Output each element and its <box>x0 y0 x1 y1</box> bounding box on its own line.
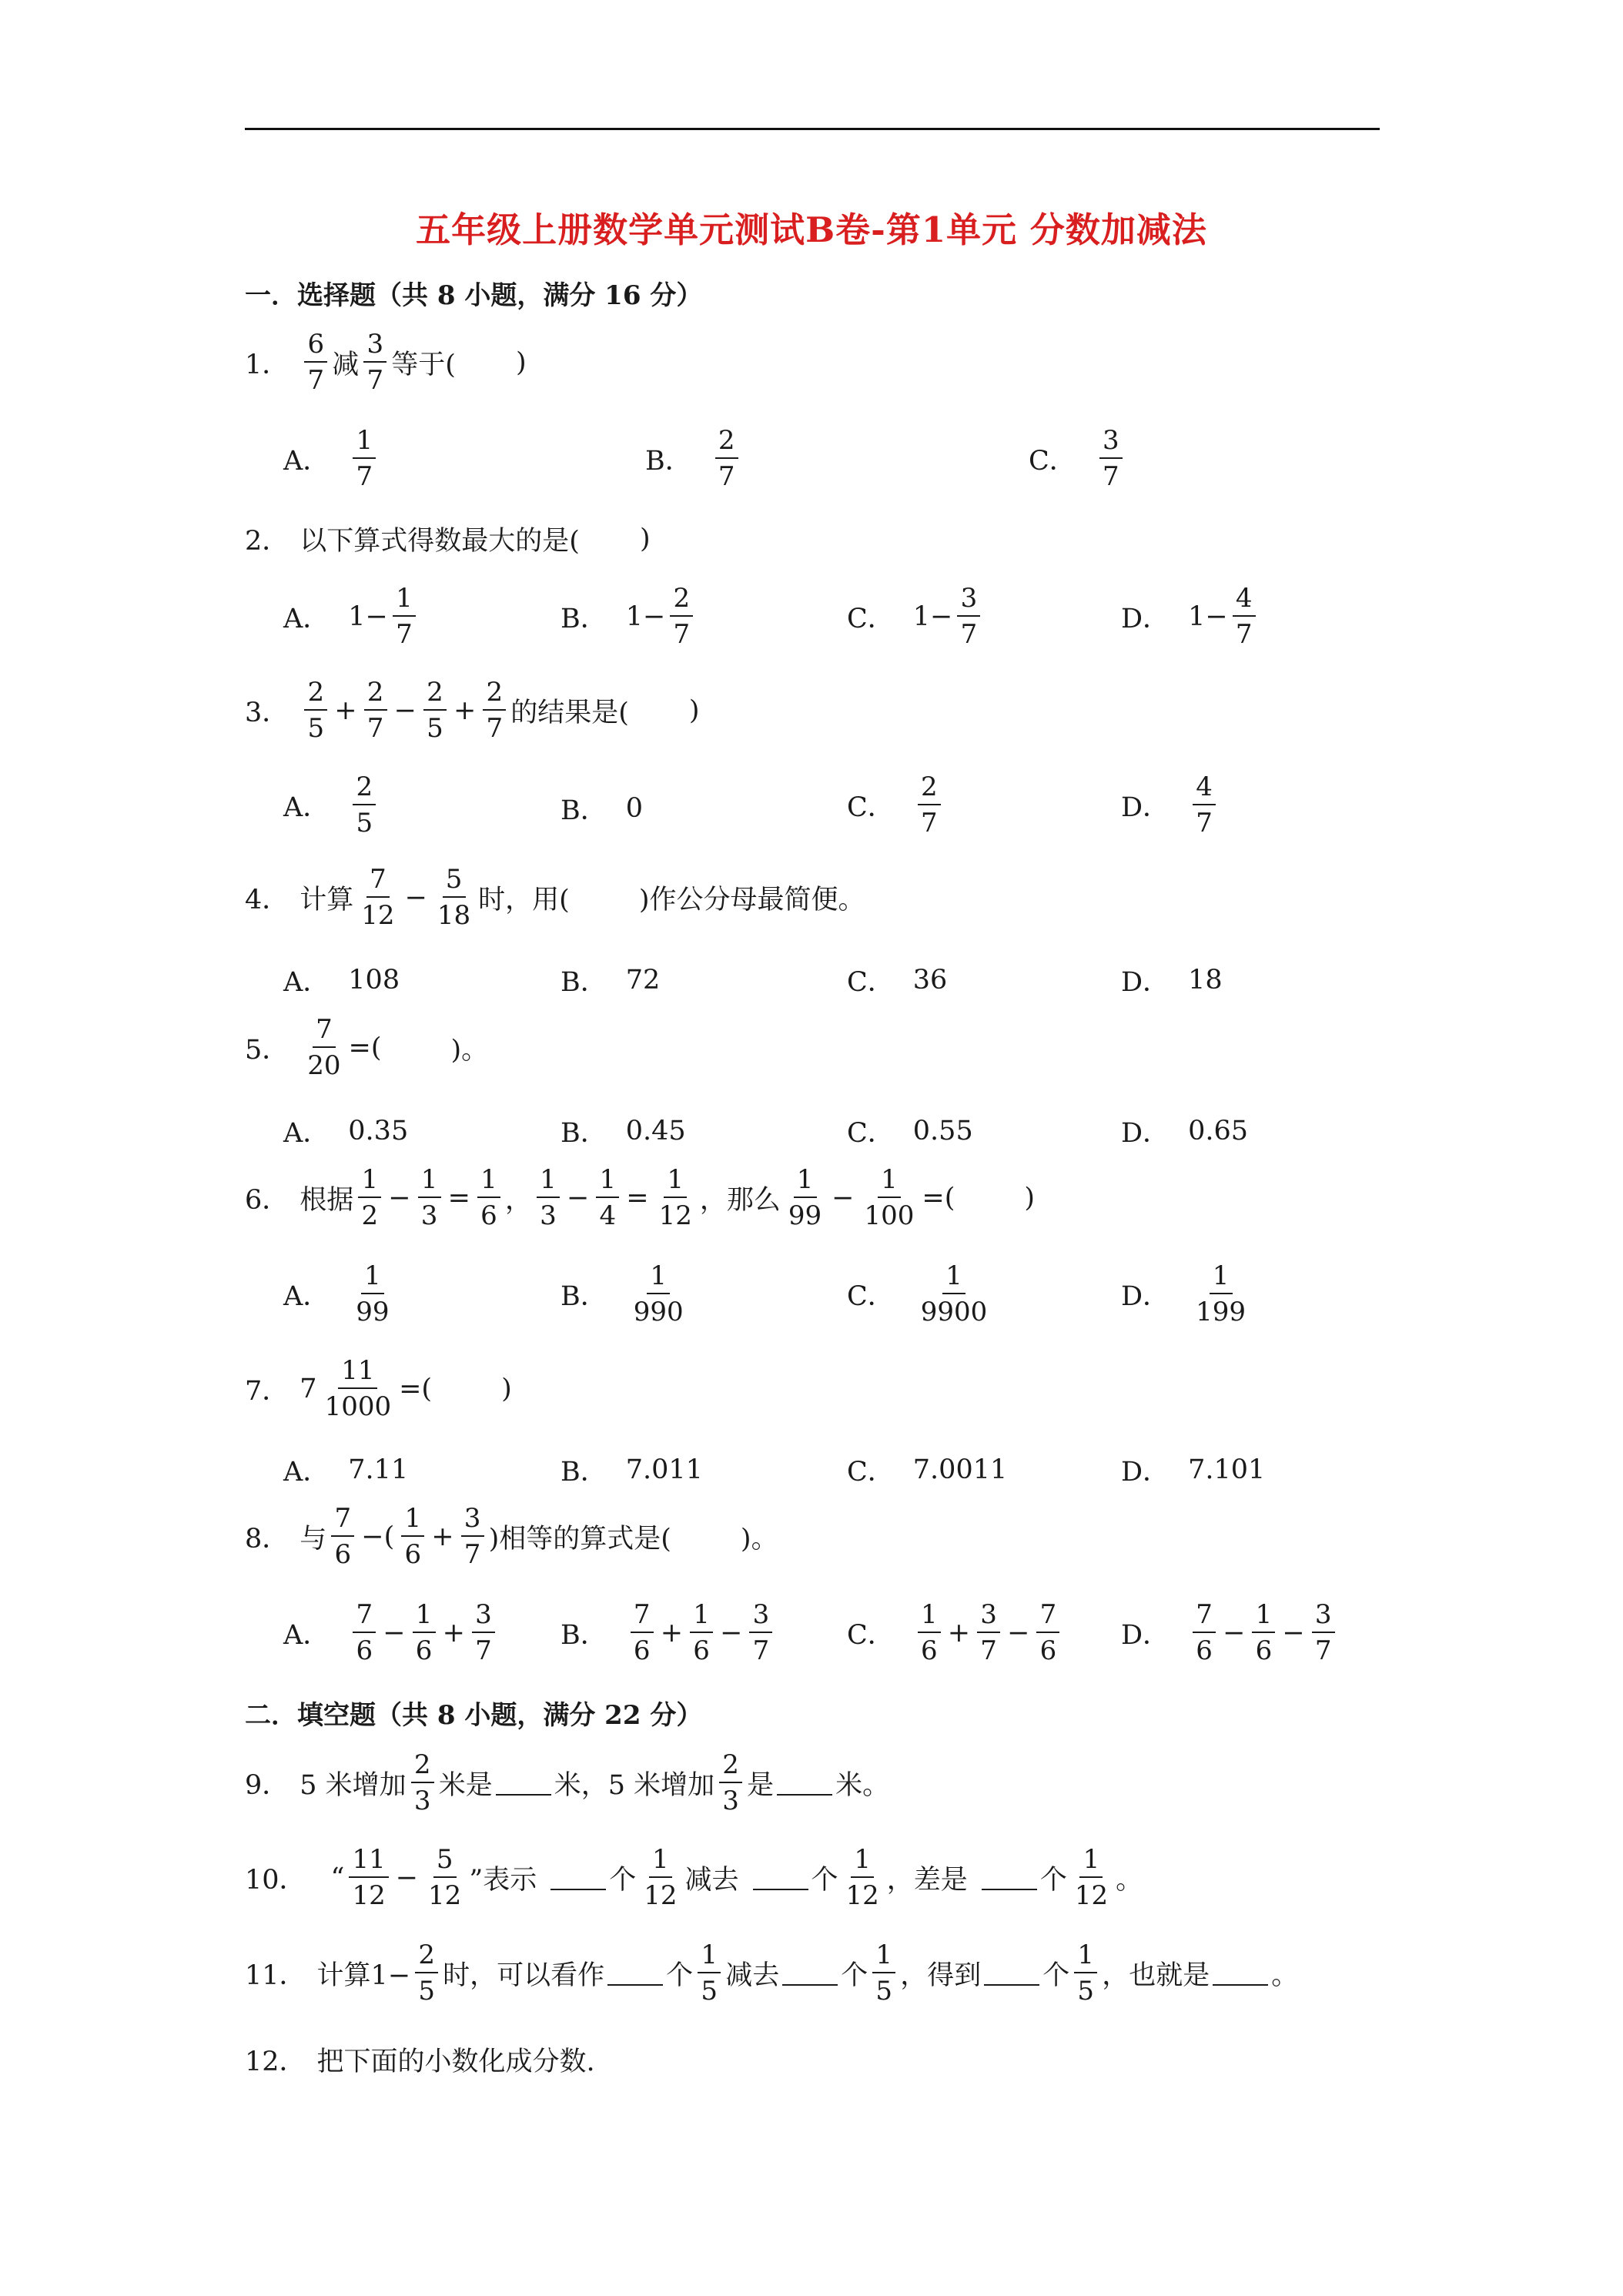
q8-option-a[interactable]: A． $\frac{7}{6}$ − $\frac{1}{6}$ + $\frac{3}{7}$ <box>283 1602 500 1664</box>
question-7: 7． 7 $\frac{11}{1000}$ =( ) <box>245 1355 512 1422</box>
q5-option-b[interactable]: B． 0.45 <box>561 1116 686 1149</box>
q3-option-a[interactable]: A． $\frac{2}{5}$ <box>283 774 380 836</box>
q7-option-a[interactable]: A． 7.11 <box>283 1454 409 1488</box>
fraction: $\frac{3}{7}$ <box>363 331 387 393</box>
q7-option-d[interactable]: D． 7.101 <box>1121 1454 1266 1488</box>
q2-option-a[interactable]: A． 1− $\frac{1}{7}$ <box>283 585 420 648</box>
answer-blank[interactable] <box>753 1866 808 1890</box>
fraction: $\frac{6}{7}$ <box>304 331 327 393</box>
q6-option-a[interactable]: A． $\frac{1}{99}$ <box>283 1260 390 1327</box>
page-title: 五年级上册数学单元测试B卷-第1单元 分数加减法 <box>416 209 1207 250</box>
question-12: 12． 把下面的小数化成分数. <box>245 2047 595 2077</box>
q3-option-c[interactable]: C． $\frac{2}{7}$ <box>847 774 945 836</box>
q1-option-b[interactable]: B． $\frac{2}{7}$ <box>645 427 743 490</box>
question-11: 11． 计算1− $\frac{2}{5}$ 时，可以看作 个 $\frac{1}{5}$ 减去 个 $\frac{1}{5}$ ，得到 个 $\frac{1}{5}$ ，也就是 。 <box>245 1940 1299 2006</box>
answer-blank[interactable] <box>782 1961 838 1986</box>
q6-option-d[interactable]: D． $\frac{1}{199}$ <box>1121 1260 1246 1327</box>
q8-option-c[interactable]: C． $\frac{1}{6}$ + $\frac{3}{7}$ − $\frac{7}{6}$ <box>847 1602 1064 1664</box>
q3-option-d[interactable]: D． $\frac{4}{7}$ <box>1121 774 1220 836</box>
header-rule <box>245 128 1380 130</box>
question-4: 4． 计算 $\frac{7}{12}$ − $\frac{5}{18}$ 时，用( )作公分母最简便。 <box>245 864 865 931</box>
q5-option-a[interactable]: A． 0.35 <box>283 1116 409 1149</box>
answer-blank[interactable] <box>777 1771 832 1796</box>
q1-option-a[interactable]: A． $\frac{1}{7}$ <box>283 427 380 490</box>
q4-option-c[interactable]: C． 36 <box>847 965 948 998</box>
q8-option-b[interactable]: B． $\frac{7}{6}$ + $\frac{1}{6}$ − $\frac{3}{7}$ <box>561 1602 777 1664</box>
q8-option-d[interactable]: D． $\frac{7}{6}$ − $\frac{1}{6}$ − $\frac{3}{7}$ <box>1121 1602 1340 1664</box>
q6-option-b[interactable]: B． $\frac{1}{990}$ <box>561 1260 684 1327</box>
question-2: 2． 以下算式得数最大的是( ) <box>245 524 651 557</box>
question-8: 8． 与 $\frac{7}{6}$ −( $\frac{1}{6}$ + $\frac{3}{7}$ )相等的算式是( )。 <box>245 1503 778 1570</box>
q5-option-d[interactable]: D． 0.65 <box>1121 1116 1248 1149</box>
answer-blank[interactable] <box>607 1961 663 1986</box>
q4-option-d[interactable]: D． 18 <box>1121 965 1223 998</box>
q3-option-b[interactable]: B． 0 <box>561 793 644 826</box>
q2-option-d[interactable]: D． 1− $\frac{4}{7}$ <box>1121 585 1260 648</box>
answer-blank[interactable] <box>550 1866 606 1890</box>
q5-option-c[interactable]: C． 0.55 <box>847 1116 973 1149</box>
q7-option-c[interactable]: C． 7.0011 <box>847 1454 1008 1488</box>
question-3: 3． $\frac{2}{5}$ + $\frac{2}{7}$ − $\frac{2}{5}$ + $\frac{2}{7}$ 的结果是( ) <box>245 677 700 744</box>
question-5: 5． $\frac{7}{20}$ =( )。 <box>245 1014 489 1081</box>
answer-blank[interactable] <box>982 1866 1037 1890</box>
section-heading-fill: 二．填空题（共 8 小题，满分 22 分） <box>245 1700 703 1731</box>
question-10: 10． “ $\frac{11}{12}$ − $\frac{5}{12}$ ”表示 个 $\frac{1}{12}$ 减去 个 $\frac{1}{12}$ ，差是 个 $\frac{1}{12}$ 。 <box>245 1844 1143 1911</box>
question-1: 1． $\frac{6}{7}$ 减 $\frac{3}{7}$ 等于( ) <box>245 329 527 396</box>
section-heading-choice: 一．选择题（共 8 小题，满分 16 分） <box>245 280 703 311</box>
question-9: 9． 5 米增加 $\frac{2}{3}$ 米是 米，5 米增加 $\frac{2}{3}$ 是 米。 <box>245 1749 890 1816</box>
q2-option-c[interactable]: C． 1− $\frac{3}{7}$ <box>847 585 985 648</box>
q1-option-c[interactable]: C． $\frac{3}{7}$ <box>1029 427 1127 490</box>
answer-blank[interactable] <box>984 1961 1039 1986</box>
answer-blank[interactable] <box>496 1771 551 1796</box>
q7-option-b[interactable]: B． 7.011 <box>561 1454 703 1488</box>
q4-option-b[interactable]: B． 72 <box>561 965 661 998</box>
answer-blank[interactable] <box>1213 1961 1268 1986</box>
q2-option-b[interactable]: B． 1− $\frac{2}{7}$ <box>561 585 698 648</box>
q4-option-a[interactable]: A． 108 <box>283 965 400 998</box>
question-6: 6． 根据 $\frac{1}{2}$ − $\frac{1}{3}$ = $\frac{1}{6}$ ， $\frac{1}{3}$ − $\frac{1}{4}$ = $\frac{1}{12}$ ，那么 $\frac{1}{99}$ − $\frac{1}{100}$ =( ) <box>245 1164 1036 1231</box>
q6-option-c[interactable]: C． $\frac{1}{9900}$ <box>847 1260 988 1327</box>
